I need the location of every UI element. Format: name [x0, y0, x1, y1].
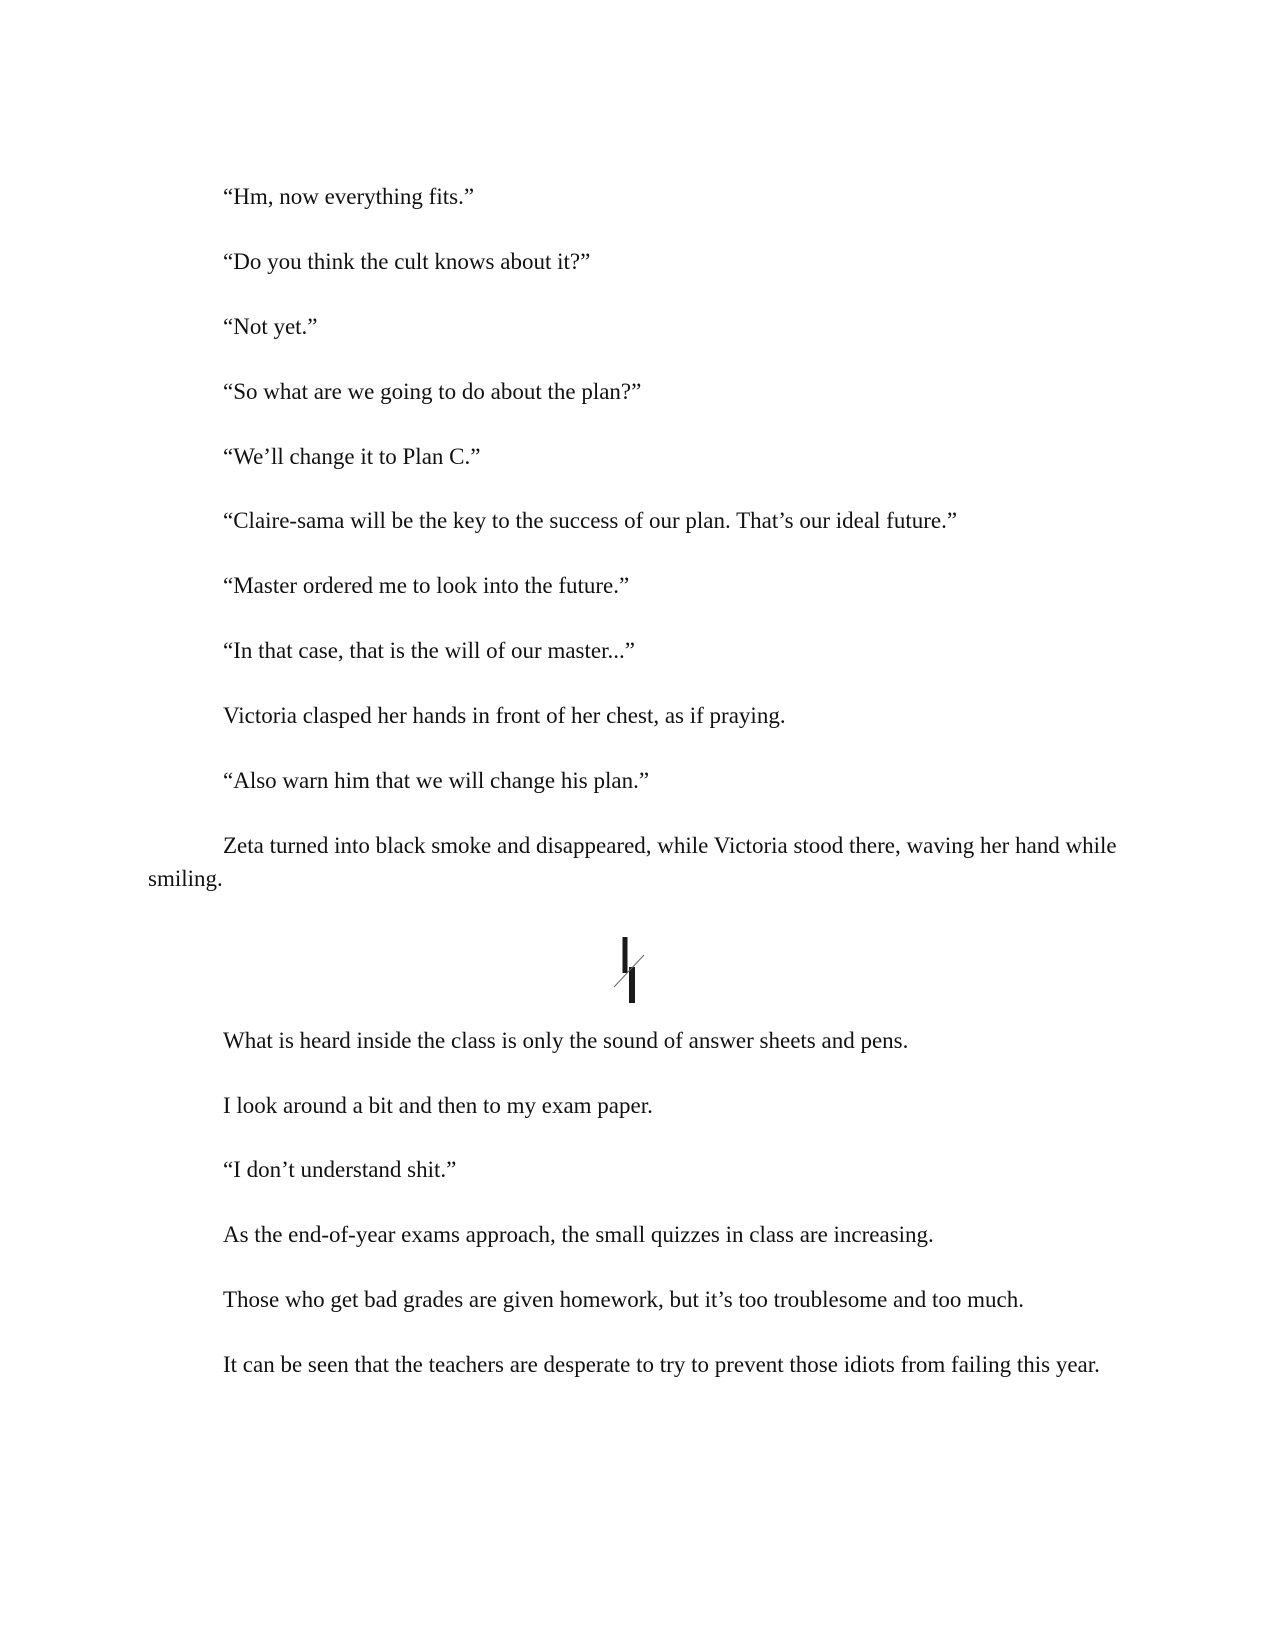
paragraph: Zeta turned into black smoke and disappeared, while Victoria stood there, waving her hand while smiling.: [148, 833, 1117, 891]
paragraph: “In that case, that is the will of our master...”: [223, 638, 635, 663]
paragraph: “So what are we going to do about the plan?”: [223, 379, 642, 404]
scene-break-glyph-icon: [612, 935, 662, 1005]
paragraph: It can be seen that the teachers are desperate to try to prevent those idiots from failing this year.: [223, 1352, 1100, 1377]
paragraph: “Do you think the cult knows about it?”: [223, 249, 591, 274]
paragraph: What is heard inside the class is only the sound of answer sheets and pens.: [223, 1028, 909, 1053]
paragraph: “I don’t understand shit.”: [223, 1157, 457, 1182]
paragraph: Victoria clasped her hands in front of her chest, as if praying.: [223, 703, 786, 728]
paragraph: “Claire-sama will be the key to the success of our plan. That’s our ideal future.”: [223, 508, 958, 533]
paragraph: “Master ordered me to look into the future.”: [223, 573, 630, 598]
paragraph: Those who get bad grades are given homework, but it’s too troublesome and too much.: [223, 1287, 1024, 1312]
paragraph: “Also warn him that we will change his plan.”: [223, 768, 650, 793]
paragraph: “Hm, now everything fits.”: [223, 184, 475, 209]
paragraph: I look around a bit and then to my exam paper.: [223, 1093, 653, 1118]
paragraph: As the end-of-year exams approach, the small quizzes in class are increasing.: [223, 1222, 934, 1247]
paragraph: “Not yet.”: [223, 314, 318, 339]
paragraph: “We’ll change it to Plan C.”: [223, 444, 481, 469]
